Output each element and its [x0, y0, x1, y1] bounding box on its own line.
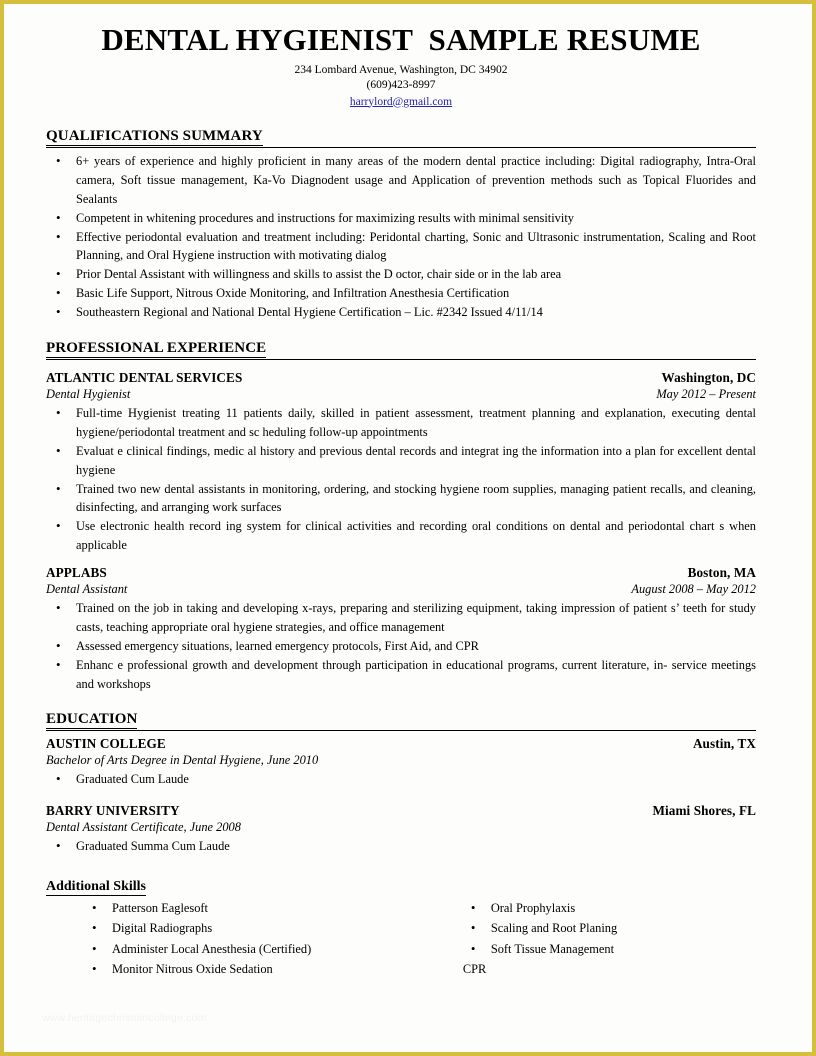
section-heading-qualifications-label: QUALIFICATIONS SUMMARY [46, 128, 263, 145]
experience-entry-subheader [46, 581, 756, 597]
experience-bullet-list [46, 404, 756, 555]
list-item: • Patterson Eaglesoft [84, 898, 433, 918]
section-heading-education [46, 711, 756, 729]
education-entry [46, 802, 756, 855]
list-item: • Trained two new dental assistants in monitoring, ordering, and stocking hygiene room supplies, managing patient recalls, and cleaning, disinfecting, and arranging work surfaces [46, 480, 756, 518]
list-item: • Graduated Cum Laude [46, 770, 756, 789]
experience-entry [46, 564, 756, 694]
list-item: • 6+ years of experience and highly proficient in many areas of the modern dental practice including: Digital radiography, Intra-Oral camera, Soft tissue management, Ka-Vo Diagnodent usage and Application of prevention methods such as Topical Fluorides and Sealants [46, 152, 756, 209]
education-entry-header [46, 802, 756, 819]
email-link[interactable]: harrylord@gmail.com [349, 95, 453, 108]
education-bullet-list [46, 770, 756, 789]
section-heading-education-label: EDUCATION [46, 711, 138, 728]
list-item: • Monitor Nitrous Oxide Sedation [84, 959, 433, 979]
job-title: Dental Hygienist [46, 387, 131, 401]
experience-entry-header [46, 369, 756, 386]
degree-title: Bachelor of Arts Degree in Dental Hygiene, June 2010 [46, 752, 319, 767]
list-item: • Graduated Summa Cum Laude [46, 837, 756, 856]
list-item: • Basic Life Support, Nitrous Oxide Monitoring, and Infiltration Anesthesia Certification [46, 284, 756, 303]
section-rule-education [46, 730, 756, 731]
list-item: • Competent in whitening procedures and instructions for maximizing results with minimal sensitivity [46, 209, 756, 228]
list-item: • Enhanc e professional growth and development through participation in educational programs, current literature, in- service meetings and workshops [46, 656, 756, 694]
page-title: DENTAL HYGIENIST SAMPLE RESUME [101, 22, 701, 57]
contact-phone: (609)423-8997 [366, 79, 436, 92]
skills-item-cpr: CPR [462, 961, 487, 976]
experience-entry [46, 369, 756, 555]
education-bullet-list [46, 837, 756, 856]
watermark-text: www.heritagechristiancollege.com [42, 1012, 207, 1024]
contact-email [46, 94, 756, 111]
skills-column-right [433, 898, 756, 978]
qualifications-list [46, 152, 756, 322]
experience-bullet-list [46, 599, 756, 693]
school-name: BARRY UNIVERSITY [46, 803, 180, 819]
experience-entry-header [46, 564, 756, 581]
job-title: Dental Assistant [46, 582, 128, 597]
additional-skills-columns [46, 898, 756, 978]
list-item: • Soft Tissue Management [463, 939, 756, 959]
list-item: • Administer Local Anesthesia (Certified) [84, 939, 433, 959]
skills-column-left [46, 898, 433, 978]
employer-location: Boston, MA [687, 564, 756, 580]
section-rule-experience [46, 359, 756, 360]
school-name: AUSTIN COLLEGE [46, 736, 166, 752]
list-item: • Full-time Hygienist treating 11 patients daily, skilled in patient assessment, treatment planning and explanation, executing dental hygiene/periodontal treatment and sc heduling follow-up appointments [46, 404, 756, 442]
section-heading-additional-skills [46, 879, 756, 896]
education-entry [46, 735, 756, 788]
list-item: • Oral Prophylaxis [463, 898, 756, 918]
section-heading-experience-label: PROFESSIONAL EXPERIENCE [46, 339, 267, 356]
experience-entry-subheader [46, 386, 756, 402]
employer-location: Washington, DC [661, 369, 756, 385]
employer-name: APPLABS [46, 564, 107, 580]
education-entry-header [46, 735, 756, 752]
job-dates: August 2008 – May 2012 [631, 582, 756, 597]
list-item: • Southeastern Regional and National Dental Hygiene Certification – Lic. #2342 Issued 4/11/14 [46, 303, 756, 322]
skills-list-right [463, 898, 756, 958]
section-rule-qualifications [46, 147, 756, 148]
skills-list-left [84, 898, 433, 978]
job-dates: May 2012 – Present [656, 387, 756, 401]
school-location: Miami Shores, FL [652, 803, 756, 819]
list-item: • Use electronic health record ing system for clinical activities and recording oral conditions on dental and periodontal chart s when applicable [46, 517, 756, 555]
contact-address: 234 Lombard Avenue, Washington, DC 34902 [294, 63, 508, 76]
section-heading-additional-skills-label: Additional Skills [46, 879, 146, 895]
list-item: • Evaluat e clinical findings, medic al history and previous dental records and integrat ing the information into a plan for excellent dental hygiene [46, 442, 756, 480]
list-item: • Trained on the job in taking and developing x-rays, preparing and sterilizing equipment, taking impression of patient s’ teeth for study casts, teaching appropriate oral hygiene strategies, and office management [46, 599, 756, 637]
section-heading-qualifications [46, 128, 756, 146]
employer-name: ATLANTIC DENTAL SERVICES [46, 369, 243, 385]
school-location: Austin, TX [692, 736, 756, 752]
list-item: • Scaling and Root Planing [463, 918, 756, 938]
list-item: • Digital Radiographs [84, 918, 433, 938]
list-item: • Assessed emergency situations, learned emergency protocols, First Aid, and CPR [46, 637, 756, 656]
list-item: • Prior Dental Assistant with willingness and skills to assist the D octor, chair side or in the lab area [46, 265, 756, 284]
degree-title: Dental Assistant Certificate, June 2008 [46, 819, 241, 834]
resume-content [4, 4, 812, 1052]
section-heading-experience [46, 340, 756, 358]
list-item: • Effective periodontal evaluation and treatment including: Peridontal charting, Sonic and Ultrasonic instrumentation, Scaling and Root Planning, and Oral Hygiene instruction with motivating dialog [46, 228, 756, 266]
